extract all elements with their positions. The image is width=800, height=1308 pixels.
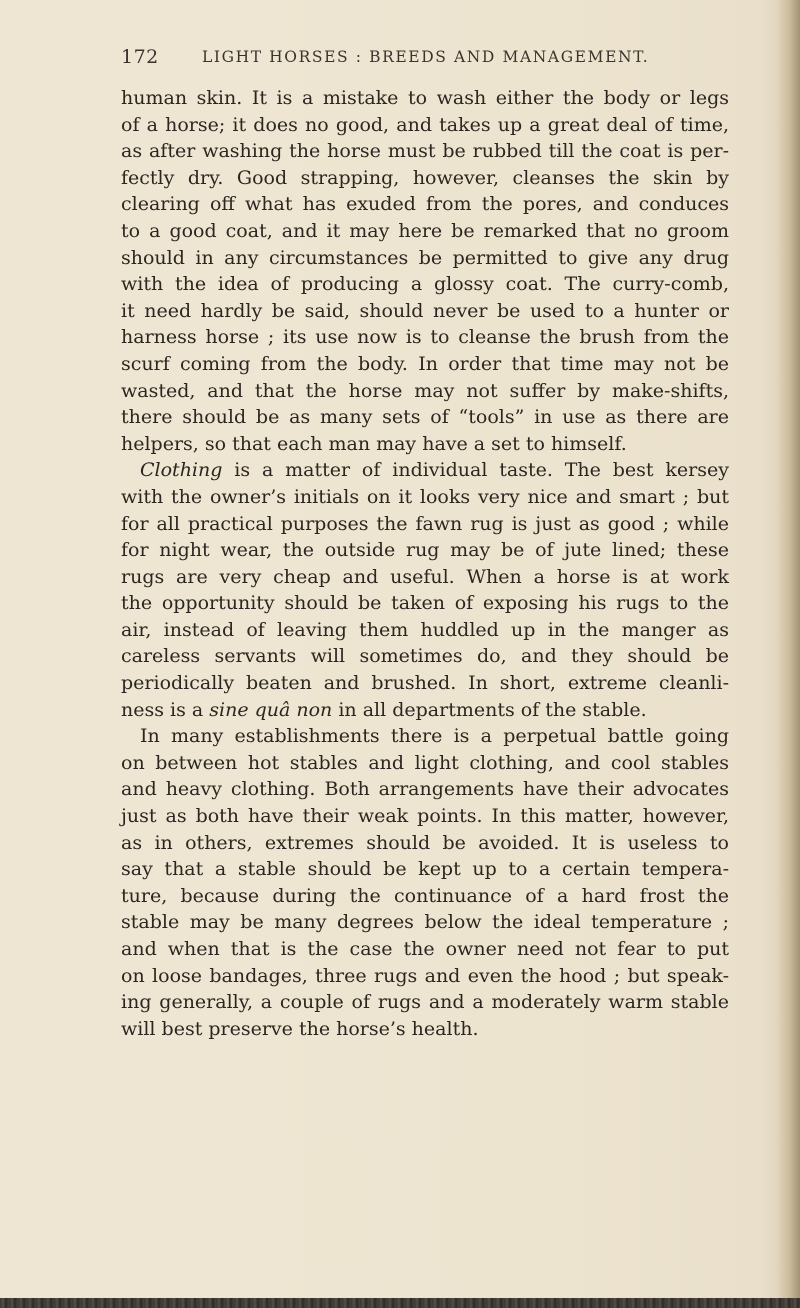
text-line: and when that is the case the owner need not fear to put <box>121 938 729 960</box>
text-line: and heavy clothing. Both arrangements have their advocates <box>121 778 729 801</box>
text-line: just as both have their weak points. In this matter, however, <box>121 805 729 828</box>
text-line: on between hot stables and light clothing, and cool stables <box>121 751 729 774</box>
text-line: fectly dry. Good strapping, however, cleanses the skin by <box>121 166 729 189</box>
page-number: 172 <box>121 46 159 68</box>
running-head: LIGHT HORSES : BREEDS AND MANAGEMENT. <box>202 48 650 66</box>
text-line: for all practical purposes the fawn rug is just as good ; while <box>121 512 729 535</box>
body-text <box>121 85 729 1042</box>
text-line: wasted, and that the horse may not suffer by make-shifts, <box>121 379 729 402</box>
text-line: it need hardly be said, should never be used to a hunter or <box>121 299 729 322</box>
scan-bottom-edge <box>0 1298 800 1308</box>
text-line: In many establishments there is a perpetual battle going <box>140 725 729 748</box>
text-line: harness horse ; its use now is to cleanse the brush from the <box>121 326 729 349</box>
text-line: rugs are very cheap and useful. When a horse is at work <box>121 565 729 588</box>
text-line: there should be as many sets of “tools” in use as there are <box>121 406 729 429</box>
text-line: scurf coming from the body. In order that time may not be <box>121 352 729 375</box>
text-line <box>121 697 729 724</box>
text-line: human skin. It is a mistake to wash either the body or legs <box>121 87 729 109</box>
text-line: periodically beaten and brushed. In short, extreme cleanli- <box>121 672 729 695</box>
text-line: the opportunity should be taken of exposing his rugs to the <box>121 592 729 615</box>
text-line: on loose bandages, three rugs and even the hood ; but speak- <box>121 964 729 987</box>
text-segment: ness is a <box>121 698 210 721</box>
text-line: with the idea of producing a glossy coat. The curry-comb, <box>121 273 729 296</box>
text-segment: is a matter of individual taste. The best kersey <box>222 459 729 482</box>
text-line: careless servants will sometimes do, and they should be <box>121 645 729 668</box>
text-line: as after washing the horse must be rubbed till the coat is per- <box>121 140 729 163</box>
text-line: of a horse; it does no good, and takes up a great deal of time, <box>121 113 729 136</box>
text-line: with the owner’s initials on it looks very nice and smart ; but <box>121 485 729 508</box>
text-line: ture, because during the continuance of a hard frost the <box>121 884 729 907</box>
text-line: should in any circumstances be permitted to give any drug <box>121 246 729 269</box>
italic-term-clothing: Clothing <box>140 459 223 482</box>
text-line: to a good coat, and it may here be remarked that no groom <box>121 219 729 242</box>
text-line: will best preserve the horse’s health. <box>121 1017 479 1040</box>
text-line: as in others, extremes should be avoided. It is useless to <box>121 831 729 854</box>
italic-phrase-sine-qua-non: sine quâ non <box>209 698 333 721</box>
page-edge-shadow <box>776 0 800 1308</box>
text-line <box>121 457 729 484</box>
text-line: say that a stable should be kept up to a certain tempera- <box>121 858 729 881</box>
text-line: clearing off what has exuded from the pores, and conduces <box>121 193 729 216</box>
text-line: stable may be many degrees below the ideal temperature ; <box>121 911 729 934</box>
text-line: ing generally, a couple of rugs and a moderately warm stable <box>121 991 729 1014</box>
text-line: for night wear, the outside rug may be of jute lined; these <box>121 539 729 562</box>
text-line: helpers, so that each man may have a set to himself. <box>121 432 627 455</box>
text-line: air, instead of leaving them huddled up in the manger as <box>121 618 729 641</box>
page-header <box>121 46 661 74</box>
text-segment: in all departments of the stable. <box>332 698 647 721</box>
